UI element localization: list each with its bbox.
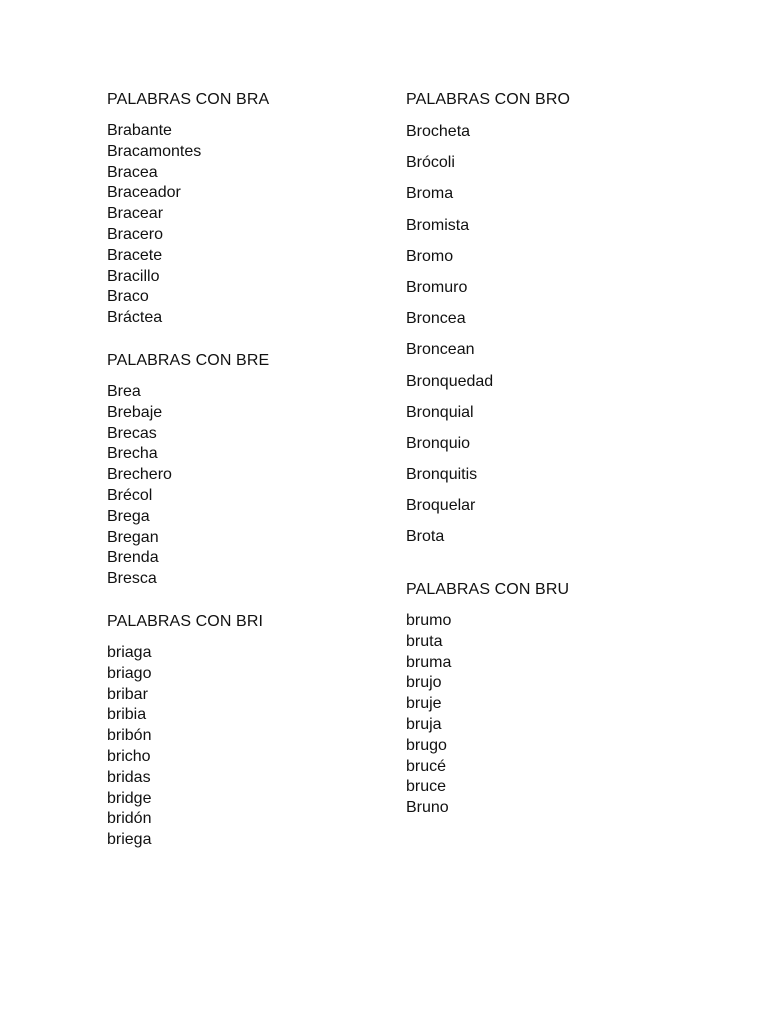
list-item: bruma (406, 653, 452, 671)
list-item: Broma (406, 185, 454, 203)
list-item: briaga (107, 644, 152, 661)
list-item: Bracillo (107, 267, 160, 285)
list-item: bridón (107, 810, 152, 828)
list-item: Brécol (107, 486, 153, 504)
list-item: brucé (406, 757, 447, 775)
list-item: bribia (107, 706, 147, 724)
list-item: Brota (406, 528, 445, 546)
list-item: bridge (107, 789, 152, 807)
list-item: Braceador (107, 184, 181, 202)
list-item: Broncea (406, 310, 466, 328)
word-list-bru (406, 611, 451, 819)
list-item: Bromo (406, 247, 454, 265)
list-item: Brenda (107, 549, 159, 567)
list-item: bruje (406, 695, 442, 713)
list-item: Bracea (107, 163, 158, 181)
list-item: bridas (107, 768, 151, 786)
section-heading-bru: PALABRAS CON BRU (406, 581, 570, 598)
list-item: bruja (406, 715, 442, 733)
list-item: Bracete (107, 246, 163, 264)
word-list-bro (406, 116, 493, 553)
list-item: Bruno (406, 799, 449, 817)
list-item: bruta (406, 632, 443, 650)
list-item: Braco (107, 288, 149, 306)
list-item: briago (107, 664, 152, 682)
list-item: Bromuro (406, 278, 468, 296)
list-item: Brocheta (406, 123, 471, 140)
list-item: Brecha (107, 445, 158, 463)
list-item: Bráctea (107, 309, 163, 327)
list-item: Brechero (107, 466, 172, 484)
list-item: Bracero (107, 225, 164, 243)
list-item: briega (107, 831, 152, 849)
list-item: Brebaje (107, 403, 163, 421)
section-heading-bro: PALABRAS CON BRO (406, 91, 571, 108)
list-item: Brea (107, 383, 141, 400)
list-item: Broquelar (406, 497, 476, 515)
word-list-bre (107, 382, 172, 590)
list-item: Bracamontes (107, 142, 202, 160)
list-item: Bregan (107, 528, 159, 546)
list-item: Bracear (107, 205, 164, 223)
word-list-bri (107, 643, 151, 851)
list-item: Brócoli (406, 154, 455, 172)
list-item: Bronquial (406, 403, 474, 421)
section-heading-bri: PALABRAS CON BRI (107, 613, 264, 630)
list-item: bribar (107, 685, 148, 703)
list-item: brugo (406, 736, 447, 754)
list-item: Brabante (107, 122, 172, 139)
list-item: brujo (406, 674, 442, 692)
list-item: brumo (406, 612, 452, 629)
word-list-bra (107, 121, 201, 329)
section-heading-bra: PALABRAS CON BRA (107, 91, 270, 108)
list-item: Bronquio (406, 434, 471, 452)
list-item: bruce (406, 778, 447, 796)
list-item: Brega (107, 507, 150, 525)
list-item: Broncean (406, 341, 475, 359)
list-item: bricho (107, 747, 151, 765)
list-item: Bronquedad (406, 372, 494, 390)
list-item: bribón (107, 727, 152, 745)
list-item: Bronquitis (406, 466, 478, 484)
list-item: Bresca (107, 570, 157, 588)
list-item: Bromista (406, 216, 470, 234)
list-item: Brecas (107, 424, 157, 442)
section-heading-bre: PALABRAS CON BRE (107, 352, 270, 369)
